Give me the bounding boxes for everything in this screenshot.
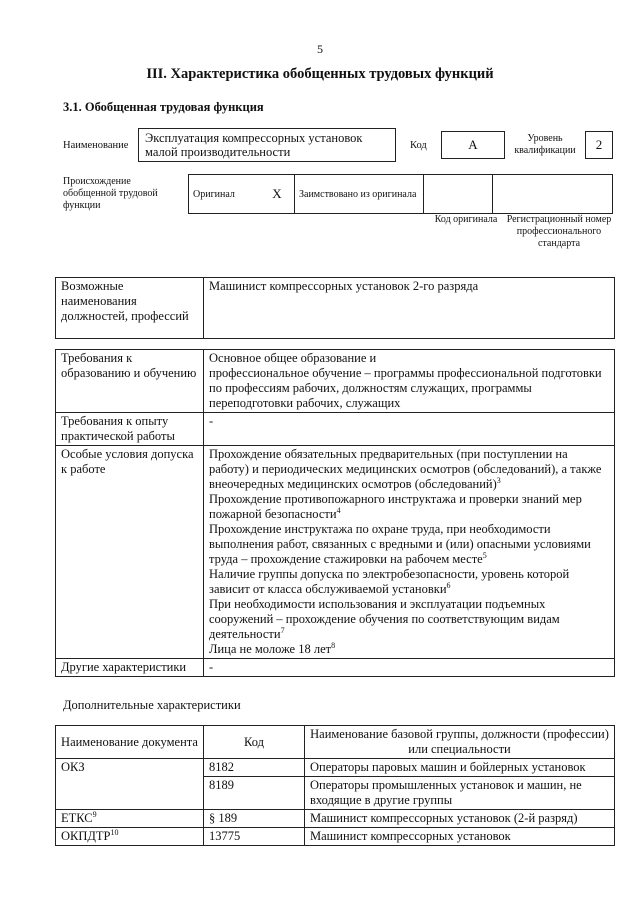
okz-name: Операторы промышленных установок и машин, не входящие в другие группы [305, 777, 615, 810]
extra-title: Дополнительные характеристики [63, 698, 241, 712]
other-value: - [204, 659, 615, 677]
condition-item: Наличие группы допуска по электробезопасности, уровень которой зависит от класса обслуживаемой установки$^6$ [209, 567, 570, 596]
okpdtr-code: 13775 [204, 828, 305, 846]
footnote-ref: 6 [446, 580, 451, 590]
col-name-header: Наименование базовой группы, должности (профессии) или специальности [305, 726, 615, 759]
education-label: Требования к образованию и обучению [56, 350, 204, 413]
special-conditions-label: Особые условия допуска к работе [56, 446, 204, 659]
footnote-ref: 9 [92, 809, 97, 819]
condition-item: Прохождение обязательных предварительных (при поступлении на работу) и периодических медицинских осмотров (обследований), а также внеочередных медицинских осмотров (обследований)$^3$ [209, 447, 602, 491]
etks-label: ЕТКС$^9$ [56, 810, 204, 828]
etks-name: Машинист компрессорных установок (2-й разряд) [305, 810, 615, 828]
section-title: III. Характеристика обобщенных трудовых функций [146, 66, 494, 82]
code-original-caption: Код оригинала [434, 214, 498, 225]
table-row [56, 810, 615, 828]
condition-item: При необходимости использования и эксплуатации подъемных сооружений – прохождение обучения по соответствующим видам деятельности$^7$ [209, 597, 560, 641]
footnote-ref: 4 [336, 505, 341, 515]
education-line: Основное общее образование и [209, 351, 377, 365]
origin-table [188, 174, 613, 214]
code-value-box: A [441, 131, 505, 159]
code-label: Код [410, 140, 427, 151]
positions-table [55, 277, 615, 339]
footnote-ref: 5 [482, 550, 487, 560]
table-row [56, 828, 615, 846]
condition-item: Прохождение инструктажа по охране труда, при необходимости выполнения работ, связанных с вредными и (или) опасными условиями труда – прохождение стажировки на рабочем месте$^5$ [209, 522, 591, 566]
positions-value: Машинист компрессорных установок 2-го разряда [204, 278, 615, 339]
footnote-ref: 7 [280, 625, 285, 635]
level-label: Уровень квалификации [514, 133, 576, 156]
col-code-header: Код [204, 726, 305, 759]
classifiers-table [55, 725, 615, 846]
registration-caption: Регистрационный номер профессионального стандарта [506, 214, 612, 249]
positions-label: Возможные наименования должностей, профессий [56, 278, 204, 339]
original-label: Оригинал [189, 175, 261, 214]
level-value-box: 2 [585, 131, 613, 159]
origin-label: Происхождение обобщенной трудовой функции [63, 176, 158, 211]
condition-item: Лица не моложе 18 лет$^8$ [209, 640, 336, 656]
okz-code: 8189 [204, 777, 305, 810]
footnote-ref: 8 [331, 640, 336, 650]
other-label: Другие характеристики [56, 659, 204, 677]
page-number: 5 [317, 42, 323, 56]
name-label: Наименование [63, 140, 129, 151]
borrowed-label: Заимствовано из оригинала [295, 175, 424, 214]
okz-code: 8182 [204, 759, 305, 777]
footnote-ref: 10 [110, 827, 119, 837]
education-line: профессиональное обучение – программы профессиональной подготовки по профессиям рабочих, должностям служащих, программы переподготовки рабочих, служащих [209, 366, 602, 410]
requirements-table [55, 349, 615, 677]
okpdtr-label: ОКПДТР$^{10}$ [56, 828, 204, 846]
col-doc-header: Наименование документа [56, 726, 204, 759]
registration-number-cell [493, 175, 613, 214]
function-name-box: Эксплуатация компрессорных установок малой производительности [138, 128, 396, 162]
original-code-cell [424, 175, 493, 214]
experience-label: Требования к опыту практической работы [56, 413, 204, 446]
okz-name: Операторы паровых машин и бойлерных установок [305, 759, 615, 777]
table-row [56, 759, 615, 777]
etks-code: § 189 [204, 810, 305, 828]
okz-label: ОКЗ [56, 759, 204, 810]
special-conditions-value [204, 446, 615, 659]
subsection-title: 3.1. Обобщенная трудовая функция [63, 100, 264, 114]
experience-value: - [204, 413, 615, 446]
footnote-ref: 3 [496, 475, 501, 485]
original-mark: X [260, 175, 295, 214]
education-value [204, 350, 615, 413]
condition-item: Прохождение противопожарного инструктажа и проверки знаний мер пожарной безопасности$^4$ [209, 492, 582, 521]
okpdtr-name: Машинист компрессорных установок [305, 828, 615, 846]
